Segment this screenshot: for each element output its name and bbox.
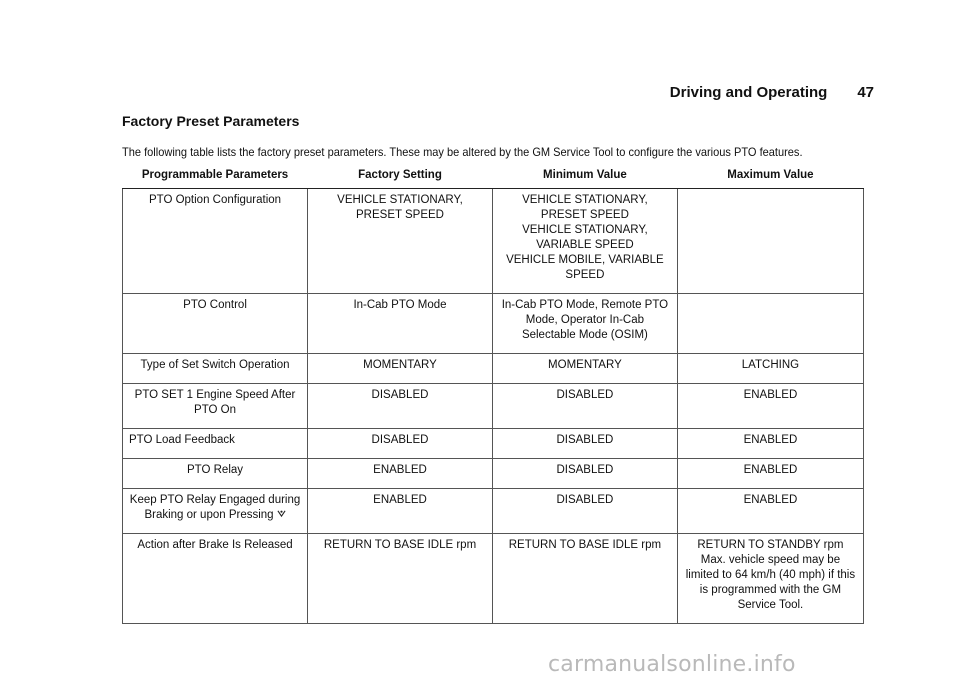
minimum-value: VEHICLE STATIONARY, PRESET SPEED xyxy=(522,194,648,221)
maximum-value-cell xyxy=(677,429,863,459)
brake-pedal-icon xyxy=(277,508,286,523)
factory-setting-value: ENABLED xyxy=(373,464,427,476)
parameter-cell xyxy=(123,189,308,294)
minimum-value: VEHICLE MOBILE, VARIABLE SPEED xyxy=(506,254,664,281)
parameter-cell xyxy=(123,459,308,489)
factory-setting-cell xyxy=(308,354,493,384)
parameter-cell xyxy=(123,429,308,459)
minimum-value: DISABLED xyxy=(556,434,614,446)
table-row xyxy=(123,354,864,384)
intro-paragraph: The following table lists the factory preset parameters. These may be altered by the GM Service Tool to configure the various PTO features. xyxy=(122,145,803,159)
factory-setting-value: In-Cab PTO Mode xyxy=(353,299,447,311)
column-header: Maximum Value xyxy=(677,164,863,189)
table-row xyxy=(123,489,864,534)
parameter-name: PTO SET 1 Engine Speed After PTO On xyxy=(134,389,296,416)
maximum-value-cell xyxy=(677,384,863,429)
factory-setting-value: ENABLED xyxy=(373,494,427,506)
watermark: carmanualsonline.info xyxy=(548,652,796,677)
table-row xyxy=(123,189,864,294)
maximum-value-cell xyxy=(677,534,863,624)
page-header xyxy=(670,84,874,101)
parameter-cell xyxy=(123,384,308,429)
page-number: 47 xyxy=(857,84,874,101)
table-row xyxy=(123,459,864,489)
minimum-value: DISABLED xyxy=(556,389,614,401)
minimum-value-cell xyxy=(492,429,677,459)
maximum-value-cell xyxy=(677,294,863,354)
maximum-value: Max. vehicle speed may be limited to 64 km/h (40 mph) if this is programmed with the GM Service Tool. xyxy=(685,554,856,611)
maximum-value: ENABLED xyxy=(743,389,798,401)
parameter-cell xyxy=(123,489,308,534)
parameter-name: Type of Set Switch Operation xyxy=(140,359,290,371)
minimum-value: DISABLED xyxy=(556,494,614,506)
column-header: Programmable Parameters xyxy=(123,164,308,189)
factory-setting-value: DISABLED xyxy=(371,434,429,446)
table-row xyxy=(123,429,864,459)
minimum-value: DISABLED xyxy=(556,464,614,476)
parameter-name: PTO Relay xyxy=(187,464,244,476)
maximum-value: LATCHING xyxy=(741,359,800,371)
maximum-value: RETURN TO STANDBY rpm xyxy=(697,539,844,551)
table-header-row xyxy=(123,164,864,189)
minimum-value-cell xyxy=(492,459,677,489)
parameter-cell xyxy=(123,534,308,624)
minimum-value: In-Cab PTO Mode, Remote PTO Mode, Operator In-Cab Selectable Mode (OSIM) xyxy=(501,299,669,341)
parameter-name: PTO Load Feedback xyxy=(129,434,235,446)
factory-setting-cell xyxy=(308,294,493,354)
parameter-name: Action after Brake Is Released xyxy=(137,539,293,551)
parameter-name: PTO Control xyxy=(183,299,247,311)
maximum-value: ENABLED xyxy=(743,464,798,476)
factory-setting-cell xyxy=(308,489,493,534)
factory-setting-cell xyxy=(308,534,493,624)
maximum-value-cell xyxy=(677,354,863,384)
minimum-value-cell xyxy=(492,354,677,384)
minimum-value: MOMENTARY xyxy=(548,359,622,371)
table-row xyxy=(123,534,864,624)
factory-setting-cell xyxy=(308,384,493,429)
maximum-value-cell xyxy=(677,459,863,489)
maximum-value-cell xyxy=(677,489,863,534)
minimum-value-cell xyxy=(492,294,677,354)
minimum-value-cell xyxy=(492,384,677,429)
maximum-value-cell xyxy=(677,189,863,294)
column-header: Minimum Value xyxy=(492,164,677,189)
minimum-value-cell xyxy=(492,489,677,534)
column-header: Factory Setting xyxy=(308,164,493,189)
parameter-cell xyxy=(123,354,308,384)
factory-setting-value: DISABLED xyxy=(371,389,429,401)
parameters-table xyxy=(122,164,864,624)
maximum-value: ENABLED xyxy=(743,494,798,506)
parameter-name: Keep PTO Relay Engaged during Braking or upon Pressing xyxy=(129,494,301,521)
minimum-value-cell xyxy=(492,534,677,624)
factory-setting-value: VEHICLE STATIONARY, PRESET SPEED xyxy=(337,194,463,221)
factory-setting-cell xyxy=(308,429,493,459)
minimum-value: RETURN TO BASE IDLE rpm xyxy=(508,539,662,551)
factory-setting-cell xyxy=(308,459,493,489)
minimum-value-cell xyxy=(492,189,677,294)
table-row xyxy=(123,294,864,354)
factory-setting-value: MOMENTARY xyxy=(363,359,437,371)
maximum-value: ENABLED xyxy=(743,434,798,446)
minimum-value: VEHICLE STATIONARY, VARIABLE SPEED xyxy=(522,224,648,251)
parameter-cell xyxy=(123,294,308,354)
section-heading: Factory Preset Parameters xyxy=(122,113,300,129)
parameter-name: PTO Option Configuration xyxy=(148,194,282,206)
factory-setting-value: RETURN TO BASE IDLE rpm xyxy=(323,539,477,551)
table-row xyxy=(123,384,864,429)
factory-setting-cell xyxy=(308,189,493,294)
section-title: Driving and Operating xyxy=(669,84,828,101)
